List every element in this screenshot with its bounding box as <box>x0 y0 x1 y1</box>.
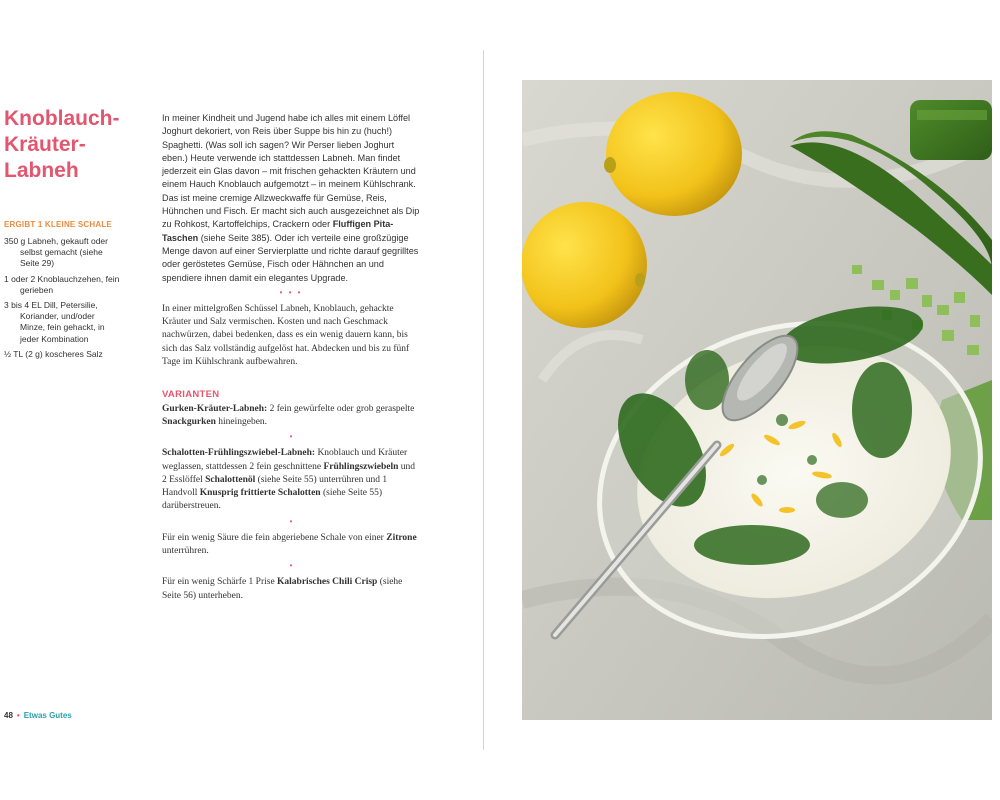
ingredient-reference: Schalottenöl <box>205 474 256 485</box>
intro-text: In meiner Kindheit und Jugend habe ich alles mit einem Löffel Joghurt dekoriert, von Reis über Suppe bis hin zu (huch!) Spaghetti. (Was soll ich sagen? Wir Perser lieben Joghurt eben.) Heute verwende ich stattdessen Labneh. Man findet jederzeit ein Glas davon – mit frischen gehackten Kräutern und einem Hauch Knoblauch aufgemotzt – in meinem Kühlschrank. Das ist meine cremige Allzweckwaffe für Gemüse, Reis, Hühnchen und Fisch. Er macht sich auch ausgezeichnet als Dip zu Rohkost, Kartoffelchips, Crackern oder <box>162 113 420 230</box>
cucumber-piece <box>910 100 992 160</box>
method-paragraph: In einer mittelgroßen Schüssel Labneh, Knoblauch, gehackte Kräuter und Salz vermischen. Kosten und nach Geschmack nachwürzen, dabei bedenken, dass es ein wenig dauern kann, bis sich das Salz vollständig aufgelöst hat. Abdecken und bis zu fünf Tage im Kühlschrank aufbewahren. <box>162 303 410 368</box>
ingredient-reference: Frühlingszwiebeln <box>323 461 399 472</box>
variant-item <box>162 532 420 559</box>
ingredient-item: ½ TL (2 g) koscheres Salz <box>4 348 103 359</box>
variant-text: (siehe Seite 55) darüberstreuen. <box>162 488 383 512</box>
variant-text: (siehe Seite 56) unterheben. <box>162 577 403 601</box>
variant-name: Schalotten-Frühlingszwiebel-Labneh: <box>162 448 316 459</box>
title-line: Labneh <box>4 159 79 182</box>
page-gutter <box>483 50 484 750</box>
lemon-icon <box>522 202 647 328</box>
variant-text: Für ein wenig Säure die fein abgeriebene Schale von einer <box>162 532 387 543</box>
variants-heading: VARIANTEN <box>162 389 220 401</box>
recipe-title <box>4 106 154 184</box>
title-line: Kräuter- <box>4 133 86 156</box>
variant-text: und 2 Esslöffel <box>162 461 416 485</box>
ingredient-list <box>4 236 122 364</box>
variant-item <box>162 576 420 603</box>
ingredient-reference: Knusprig frittierte Schalotten <box>199 488 321 499</box>
variant-separator: • <box>289 516 293 526</box>
page-footer <box>4 711 72 720</box>
intro-paragraph <box>162 112 420 285</box>
variant-text: 2 fein gewürfelte oder grob geraspelte <box>267 403 415 414</box>
variant-item <box>162 403 420 430</box>
intro-text: (siehe Seite 385). Oder ich verteile eine großzügige Menge davon auf einer Servierplatte und richte darauf gegrilltes oder geröstetes Gemüse, Fisch oder Hähnchen an und spendiere ihnen damit ein elegantes Upgrade. <box>162 232 419 283</box>
ingredient-item: 1 oder 2 Knoblauchzehen, fein gerieben <box>4 273 120 295</box>
ingredient-reference: Snackgurken <box>162 416 216 427</box>
ingredient-item: 3 bis 4 EL Dill, Petersilie, Koriander, und/oder Minze, fein gehackt, in jeder Kombination <box>4 300 105 344</box>
variant-text: unterrühren. <box>162 546 209 557</box>
page-number: 48 <box>4 711 13 720</box>
variant-text: (siehe Seite 55) unterrühren und 1 Handvoll <box>162 474 388 499</box>
variant-text: hineingeben. <box>215 416 268 427</box>
section-separator: • • • <box>279 287 303 297</box>
section-name: Etwas Gutes <box>23 711 72 720</box>
ingredient-item: 350 g Labneh, gekauft oder selbst gemacht (siehe Seite 29) <box>4 236 108 269</box>
variant-name: Gurken-Kräuter-Labneh: <box>162 403 268 414</box>
variant-item <box>162 447 420 513</box>
variant-separator: • <box>289 561 293 571</box>
labneh-photo <box>522 80 992 720</box>
ingredient-reference: Zitrone <box>386 532 417 543</box>
variant-text: Für ein wenig Schärfe 1 Prise <box>162 577 278 588</box>
variant-separator: • <box>289 432 293 442</box>
ingredient-reference: Kalabrisches Chili Crisp <box>277 577 378 588</box>
yield-label: ERGIBT 1 KLEINE SCHALE <box>4 220 112 229</box>
title-line: Knoblauch- <box>4 107 120 130</box>
variant-text: Knoblauch und Kräuter weglassen, stattdessen 2 fein geschnittene <box>162 448 408 472</box>
recipe-body <box>162 112 420 605</box>
recipe-reference: Fluffigen Pita-Taschen <box>162 219 394 243</box>
footer-dot: • <box>16 711 20 720</box>
